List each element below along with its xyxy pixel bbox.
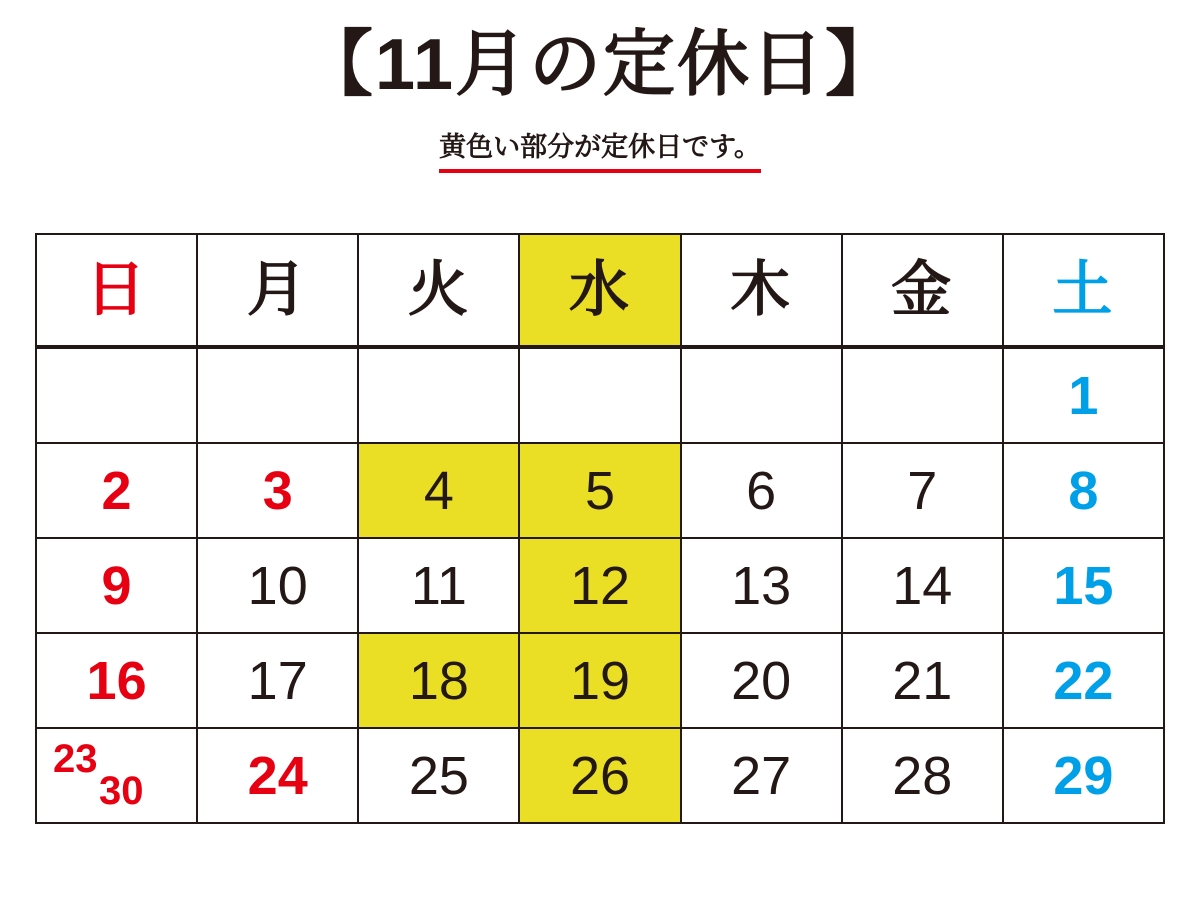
calendar-day-cell-empty: [842, 347, 1003, 443]
calendar-day-cell-6: 6: [681, 443, 842, 538]
calendar-day-cell-12: 12: [519, 538, 680, 633]
calendar-day-cell-18: 18: [358, 633, 519, 728]
calendar-day-cell-13: 13: [681, 538, 842, 633]
calendar-week-row: [36, 633, 1164, 728]
weekday-header-sunday: 日: [36, 234, 197, 347]
calendar-day-cell-7: 7: [842, 443, 1003, 538]
weekday-header-wednesday: 水: [519, 234, 680, 347]
calendar-day-cell-23-30: [36, 728, 197, 823]
weekday-header-thursday: 木: [681, 234, 842, 347]
calendar-day-cell-5: 5: [519, 443, 680, 538]
calendar-day-cell-empty: [197, 347, 358, 443]
calendar-day-cell-14: 14: [842, 538, 1003, 633]
calendar-day-cell-11: 11: [358, 538, 519, 633]
calendar-day-cell-4: 4: [358, 443, 519, 538]
monthly-calendar-table: [35, 233, 1165, 824]
calendar-day-cell-empty: [519, 347, 680, 443]
calendar-day-cell-26: 26: [519, 728, 680, 823]
calendar-day-cell-15: 15: [1003, 538, 1164, 633]
calendar-day-cell-22: 22: [1003, 633, 1164, 728]
subtitle-note: 黄色い部分が定休日です。: [439, 131, 761, 172]
calendar-day-cell-empty: [358, 347, 519, 443]
calendar-day-cell-25: 25: [358, 728, 519, 823]
calendar-day-cell-21: 21: [842, 633, 1003, 728]
calendar-week-row: [36, 728, 1164, 823]
weekday-header-monday: 月: [197, 234, 358, 347]
calendar-day-cell-28: 28: [842, 728, 1003, 823]
calendar-week-row: [36, 538, 1164, 633]
calendar-day-cell-20: 20: [681, 633, 842, 728]
dual-day-container: [37, 729, 196, 822]
calendar-day-cell-8: 8: [1003, 443, 1164, 538]
calendar-day-cell-9: 9: [36, 538, 197, 633]
calendar-day-cell-24: 24: [197, 728, 358, 823]
weekday-header-friday: 金: [842, 234, 1003, 347]
subtitle-container: [0, 131, 1200, 177]
calendar-day-cell-empty: [36, 347, 197, 443]
weekday-header-saturday: 土: [1003, 234, 1164, 347]
weekday-header-row: [36, 234, 1164, 347]
weekday-header-tuesday: 火: [358, 234, 519, 347]
calendar-day-cell-29: 29: [1003, 728, 1164, 823]
calendar-week-row: [36, 347, 1164, 443]
calendar-day-cell-17: 17: [197, 633, 358, 728]
calendar-day-30: 30: [99, 769, 144, 813]
calendar-day-cell-16: 16: [36, 633, 197, 728]
page-title: 【11月の定休日】: [300, 25, 900, 105]
calendar-day-cell-2: 2: [36, 443, 197, 538]
calendar-day-cell-empty: [681, 347, 842, 443]
calendar-day-23: 23: [53, 737, 98, 781]
calendar-day-cell-1: 1: [1003, 347, 1164, 443]
calendar-day-cell-10: 10: [197, 538, 358, 633]
calendar-day-cell-3: 3: [197, 443, 358, 538]
calendar-day-cell-27: 27: [681, 728, 842, 823]
calendar-day-cell-19: 19: [519, 633, 680, 728]
calendar-week-row: [36, 443, 1164, 538]
